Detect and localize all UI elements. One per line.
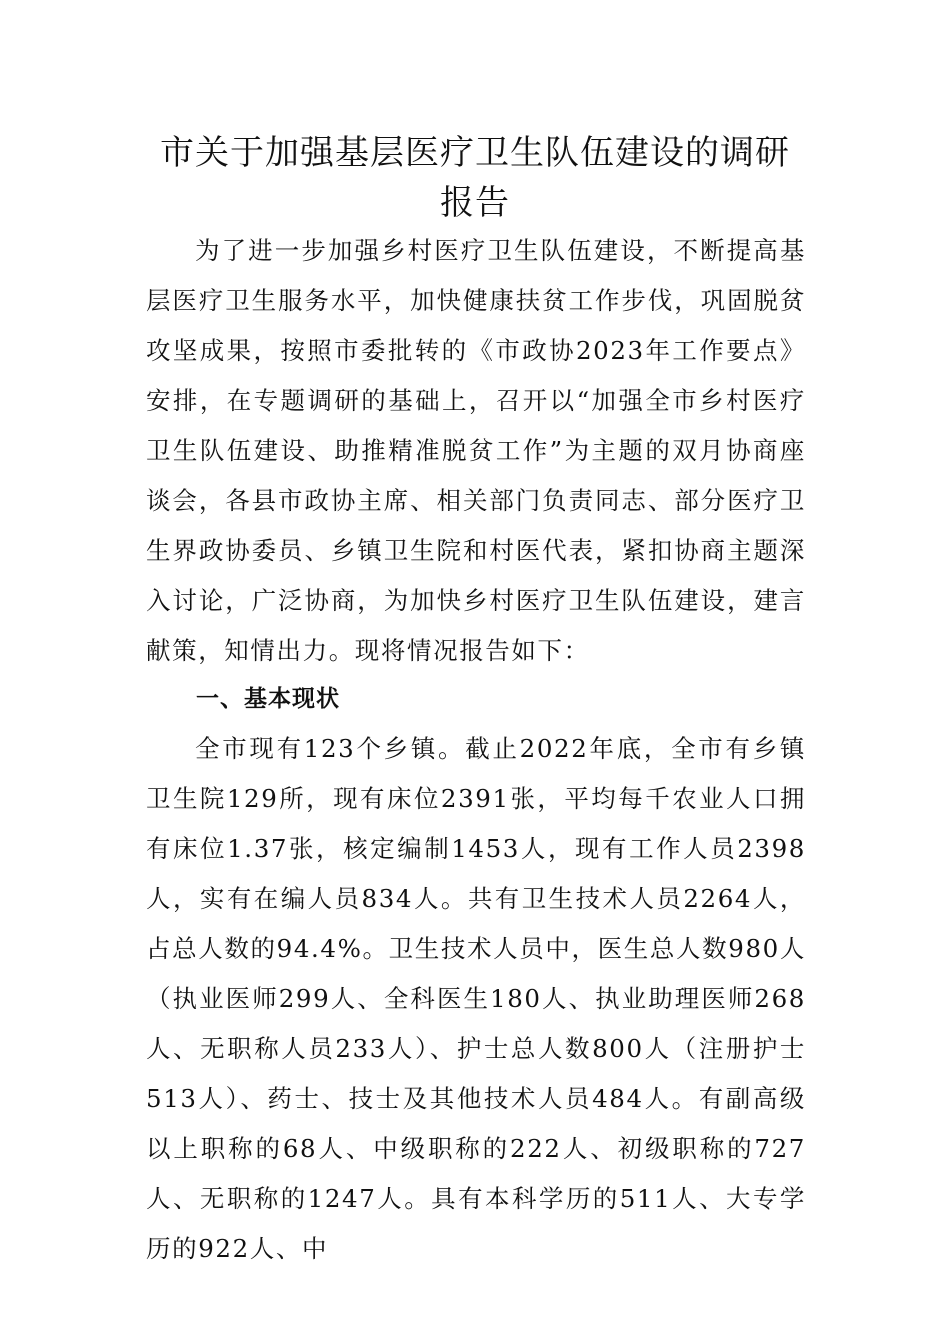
basic-status-section [146, 724, 806, 1274]
intro-paragraph: 为了进一步加强乡村医疗卫生队伍建设，不断提高基层医疗卫生服务水平，加快健康扶贫工作步伐，巩固脱贫攻坚成果，按照市委批转的《市政协2023年工作要点》安排，在专题调研的基础上，召开以“加强全市乡村医疗卫生队伍建设、助推精准脱贫工作”为主题的双月协商座谈会，各县市政协主席、相关部门负责同志、部分医疗卫生界政协委员、乡镇卫生院和村医代表，紧扣协商主题深入讨论，广泛协商，为加快乡村医疗卫生队伍建设，建言献策，知情出力。现将情况报告如下： [146, 236, 806, 665]
intro-section [146, 226, 806, 676]
basic-status-paragraph: 全市现有123个乡镇。截止2022年底，全市有乡镇卫生院129所，现有床位2391张，平均每千农业人口拥有床位1.37张，核定编制1453人，现有工作人员2398人，实有在编人员834人。共有卫生技术人员2264人，占总人数的94.4%。卫生技术人员中，医生总人数980人（执业医师299人、全科医生180人、执业助理医师268人、无职称人员233人）、护士总人数800人（注册护士513人）、药士、技士及其他技术人员484人。有副高级以上职称的68人、中级职称的222人、初级职称的727人、无职称的1247人。具有本科学历的511人、大专学历的922人、中 [146, 734, 806, 1263]
section-heading: 一、基本现状 [196, 686, 340, 712]
document-title: 市关于加强基层医疗卫生队伍建设的调研报告 [160, 133, 790, 223]
